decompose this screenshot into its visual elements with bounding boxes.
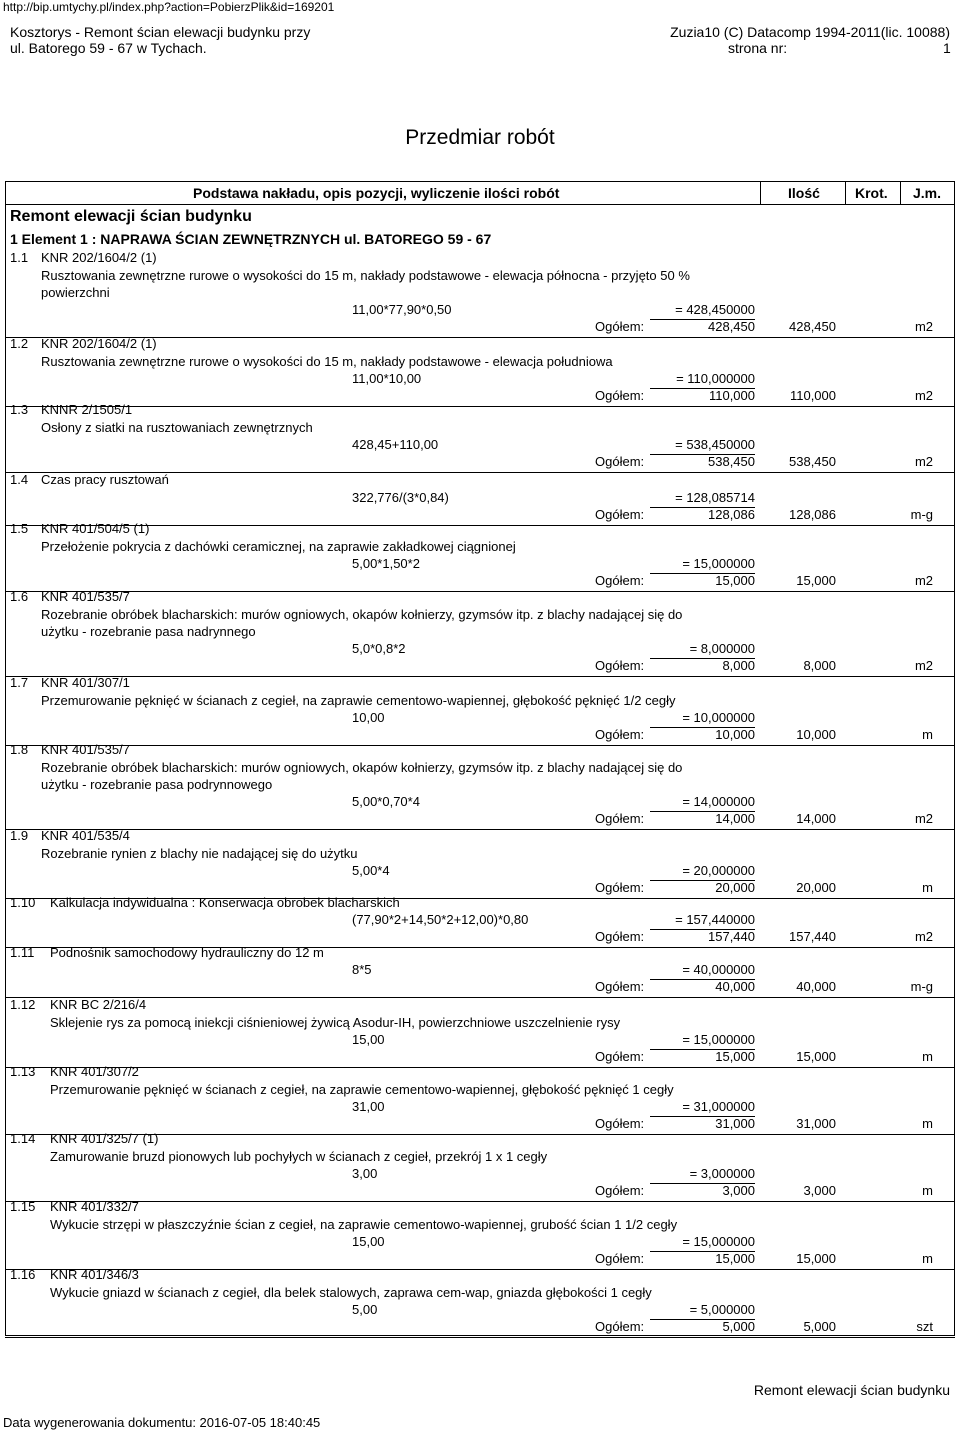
header-title-line2: ul. Batorego 59 - 67 w Tychach. [10,40,207,56]
item-quantity: 3,000 [803,1183,836,1198]
item-formula: 5,00 [352,1302,378,1317]
item-unit: m2 [914,388,933,403]
item-code: KNR 401/535/4 [41,828,130,843]
item-code: KNR BC 2/216/4 [50,997,147,1012]
header-software: Zuzia10 (C) Datacomp 1994-2011(lic. 10088) [670,24,950,40]
item-total: 15,000 [715,573,755,588]
item-number: 1.6 [10,589,29,604]
item-number: 1.13 [10,1064,36,1079]
item-description: Wykucie strzępi w płaszczyźnie ścian z cegieł, na zaprawie cementowo-wapiennej, grubość ścian 1 1/2 cegły [50,1217,678,1232]
item-calc-result: = 40,000000 [682,962,755,977]
header-divider [5,204,955,205]
item-description: Osłony z siatki na rusztowaniach zewnętrznych [41,420,313,435]
item-calc-result: = 110,000000 [676,371,755,386]
item-calc-result: = 538,450000 [675,437,755,452]
element-title: 1 Element 1 : NAPRAWA ŚCIAN ZEWNĘTRZNYCH ul. BATOREGO 59 - 67 [10,231,492,247]
item-unit: szt [916,1319,933,1334]
item-number: 1.7 [10,675,29,690]
item-unit: m-g [910,507,933,522]
col-header-qty: Ilość [788,185,820,201]
item-code: KNR 401/504/5 (1) [41,521,150,536]
item-calc-result: = 128,085714 [675,490,755,505]
total-label: Ogółem: [595,1319,645,1334]
item-calc-result: = 10,000000 [682,710,755,725]
item-formula: 8*5 [352,962,372,977]
item-formula: 5,00*4 [352,863,390,878]
item-formula: 5,00*0,70*4 [352,794,420,809]
item-formula: 3,00 [352,1166,378,1181]
item-quantity: 5,000 [803,1319,836,1334]
item-quantity: 157,440 [789,929,836,944]
total-label: Ogółem: [595,1116,645,1131]
item-total: 128,086 [708,507,755,522]
item-unit: m-g [910,979,933,994]
row-separator [5,591,955,592]
total-label: Ogółem: [595,929,645,944]
item-formula: 15,00 [352,1234,385,1249]
item-description-cont: użytku - rozebranie pasa nadrynnego [41,624,256,639]
item-number: 1.14 [10,1131,36,1146]
item-total: 20,000 [715,880,755,895]
section-title: Remont elewacji ścian budynku [10,208,252,225]
row-separator [5,1337,955,1338]
item-formula: 15,00 [352,1032,385,1047]
item-calc-result: = 31,000000 [682,1099,755,1114]
item-unit: m [922,1116,933,1131]
row-separator [5,1201,955,1202]
item-calc-result: = 8,000000 [689,641,755,656]
item-number: 1.1 [10,250,29,265]
item-formula: 5,00*1,50*2 [352,556,420,571]
item-unit: m2 [914,319,933,334]
row-separator [5,745,955,746]
header-title-line1: Kosztorys - Remont ścian elewacji budynku przy [10,24,311,40]
item-number: 1.8 [10,742,29,757]
item-code: KNR 401/346/3 [50,1267,139,1282]
col-header-krot: Krot. [855,185,888,201]
item-description: Rusztowania zewnętrzne rurowe o wysokości do 15 m, nakłady podstawowe - elewacja południowa [41,354,613,369]
item-calc-result: = 20,000000 [682,863,755,878]
col-header-desc: Podstawa nakładu, opis pozycji, wyliczenie ilości robót [193,185,560,201]
item-number: 1.2 [10,336,29,351]
item-unit: m [922,1251,933,1266]
item-number: 1.5 [10,521,29,536]
item-quantity: 20,000 [796,880,836,895]
item-calc-result: = 157,440000 [675,912,755,927]
item-unit: m2 [914,811,933,826]
item-quantity: 14,000 [796,811,836,826]
total-label: Ogółem: [595,1183,645,1198]
item-unit: m [922,880,933,895]
item-code: KNR 401/535/7 [41,589,130,604]
item-unit: m2 [914,658,933,673]
item-formula: 11,00*10,00 [352,371,422,386]
item-quantity: 40,000 [796,979,836,994]
row-separator [5,997,955,998]
item-total: 428,450 [708,319,755,334]
item-total: 157,440 [708,929,755,944]
item-formula: 428,45+110,00 [352,437,439,452]
item-description-cont: użytku - rozebranie pasa podrynnowego [41,777,273,792]
item-code: KNR 401/535/7 [41,742,130,757]
item-unit: m2 [914,454,933,469]
total-label: Ogółem: [595,979,645,994]
item-number: 1.12 [10,997,36,1012]
item-description: Rozebranie obróbek blacharskich: murów ogniowych, okapów kołnierzy, gzymsów itp. z blachy nadającej się do [41,607,683,622]
item-description: Wykucie gniazd w ścianach z cegieł, dla belek stalowych, zaprawa cem-wap, gniazda głębokości 1 cegły [50,1285,652,1300]
item-unit: m2 [914,573,933,588]
total-label: Ogółem: [595,319,645,334]
page-title: Przedmiar robót [405,126,555,149]
item-number: 1.10 [10,895,36,910]
item-total: 40,000 [715,979,755,994]
row-separator [5,829,955,830]
item-code: Czas pracy rusztowań [41,472,169,487]
source-url: http://bip.umtychy.pl/index.php?action=PobierzPlik&id=169201 [3,0,335,14]
item-calc-result: = 15,000000 [682,556,755,571]
item-unit: m2 [914,929,933,944]
footer-section-name: Remont elewacji ścian budynku [753,1382,950,1398]
item-quantity: 15,000 [796,1251,836,1266]
total-label: Ogółem: [595,658,645,673]
item-total: 14,000 [715,811,755,826]
item-calc-result: = 428,450000 [675,302,755,317]
item-number: 1.11 [10,945,35,960]
item-code: KNR 401/307/1 [41,675,130,690]
item-formula: 31,00 [352,1099,385,1114]
item-code: KNR 401/325/7 (1) [50,1131,159,1146]
item-total: 5,000 [722,1319,755,1334]
total-label: Ogółem: [595,1251,645,1266]
item-calc-result: = 14,000000 [682,794,755,809]
item-formula: 11,00*77,90*0,50 [352,302,452,317]
item-unit: m [922,1049,933,1064]
row-separator [5,406,955,407]
item-number: 1.16 [10,1267,36,1282]
item-total: 15,000 [715,1049,755,1064]
row-separator [5,676,955,677]
item-unit: m [922,727,933,742]
item-quantity: 8,000 [803,658,836,673]
item-quantity: 15,000 [796,573,836,588]
item-quantity: 538,450 [789,454,836,469]
item-quantity: 10,000 [796,727,836,742]
item-quantity: 31,000 [796,1116,836,1131]
item-description: Przełożenie pokrycia z dachówki ceramicznej, na zaprawie zakładkowej ciągnionej [41,539,516,554]
item-description: Przemurowanie pęknięć w ścianach z cegieł, na zaprawie cementowo-wapiennej, głębokość pęknięć 1/2 cegły [41,693,676,708]
total-label: Ogółem: [595,1049,645,1064]
item-calc-result: = 15,000000 [682,1032,755,1047]
col-divider-unit [900,181,901,204]
item-description: Rozebranie rynien z blachy nie nadającej się do użytku [41,846,358,861]
item-calc-result: = 15,000000 [682,1234,755,1249]
item-description-cont: powierzchni [41,285,110,300]
item-unit: m [922,1183,933,1198]
item-code: Kalkulacja indywidualna : Konserwacja obrobek blacharskich [50,895,400,910]
item-total: 110,000 [708,388,755,403]
footer-generated-date: Data wygenerowania dokumentu: 2016-07-05 18:40:45 [3,1415,321,1430]
item-code: Podnośnik samochodowy hydrauliczny do 12 m [50,945,324,960]
row-separator [5,1067,955,1068]
total-label: Ogółem: [595,388,645,403]
item-quantity: 128,086 [789,507,836,522]
item-formula: 322,776/(3*0,84) [352,490,449,505]
item-formula: 10,00 [352,710,385,725]
total-label: Ogółem: [595,880,645,895]
item-number: 1.4 [10,472,29,487]
item-code: KNR 401/332/7 [50,1199,139,1214]
item-description: Sklejenie rys za pomocą iniekcji ciśnieniowej żywicą Asodur-IH, powierzchniowe uszczelnienie rysy [50,1015,621,1030]
item-description: Rusztowania zewnętrzne rurowe o wysokości do 15 m, nakłady podstawowe - elewacja północna - przyjęto 50 % [41,268,690,283]
col-header-unit: J.m. [913,185,942,201]
item-code: KNNR 2/1505/1 [41,402,133,417]
page-number-label: strona nr: [728,40,788,56]
total-label: Ogółem: [595,507,645,522]
item-formula: (77,90*2+14,50*2+12,00)*0,80 [352,912,529,927]
item-description: Zamurowanie bruzd pionowych lub pochyłych w ścianach z cegieł, przekrój 1 x 1 cegły [50,1149,548,1164]
item-total: 3,000 [722,1183,755,1198]
total-label: Ogółem: [595,811,645,826]
item-quantity: 110,000 [789,388,836,403]
item-formula: 5,0*0,8*2 [352,641,406,656]
item-calc-result: = 5,000000 [689,1302,755,1317]
item-total: 31,000 [715,1116,755,1131]
page-number: 1 [943,40,951,56]
item-number: 1.15 [10,1199,36,1214]
item-number: 1.3 [10,402,29,417]
item-quantity: 15,000 [796,1049,836,1064]
total-label: Ogółem: [595,454,645,469]
item-total: 8,000 [722,658,755,673]
item-calc-result: = 3,000000 [689,1166,755,1181]
item-total: 538,450 [708,454,755,469]
item-description: Rozebranie obróbek blacharskich: murów ogniowych, okapów kołnierzy, gzymsów itp. z blachy nadającej się do [41,760,683,775]
item-code: KNR 401/307/2 [50,1064,139,1079]
item-number: 1.9 [10,828,29,843]
item-code: KNR 202/1604/2 (1) [41,250,157,265]
total-label: Ogółem: [595,573,645,588]
col-divider-krot [845,181,846,204]
col-divider-qty [760,181,761,204]
item-description: Przemurowanie pęknięć w ścianach z cegieł, na zaprawie cementowo-wapiennej, głębokość pęknięć 1 cegły [50,1082,674,1097]
item-quantity: 428,450 [789,319,836,334]
row-separator [5,1269,955,1270]
item-total: 10,000 [715,727,755,742]
total-label: Ogółem: [595,727,645,742]
item-code: KNR 202/1604/2 (1) [41,336,157,351]
item-total: 15,000 [715,1251,755,1266]
